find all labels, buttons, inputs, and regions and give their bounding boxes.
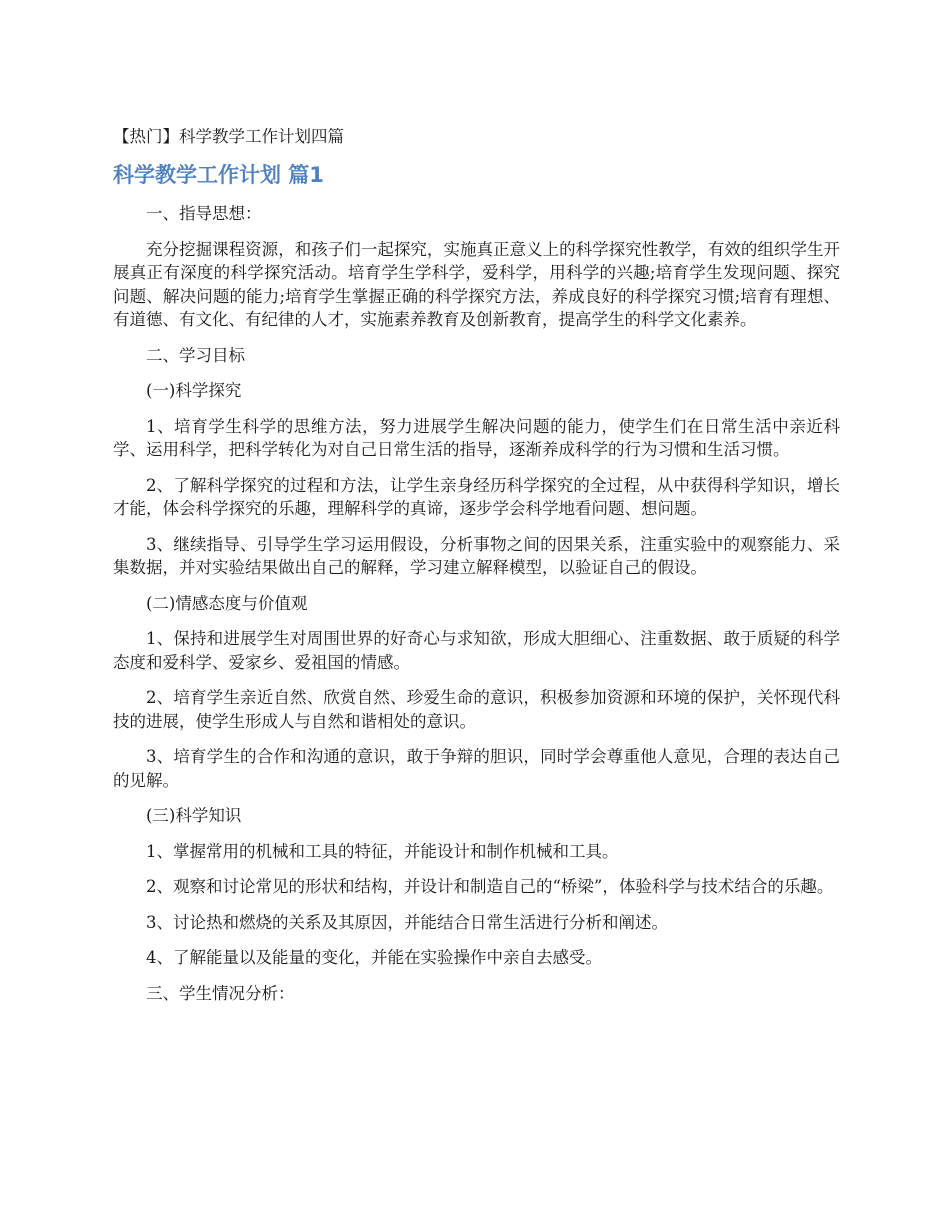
- paragraph-inquiry-item-2: 2、了解科学探究的过程和方法，让学生亲身经历科学探究的全过程，从中获得科学知识，增长才能，体会科学探究的乐趣，理解科学的真谛，逐步学会科学地看问题、想问题。: [113, 475, 840, 518]
- paragraph-student-analysis-heading: 三、学生情况分析：: [146, 983, 295, 1003]
- paragraph-knowledge-item-4: 4、了解能量以及能量的变化，并能在实验操作中亲自去感受。: [146, 948, 602, 967]
- paragraph-attitudes-item-2: 2、培育学生亲近自然、欣赏自然、珍爱生命的意识，积极参加资源和环境的保护，关怀现代科技的进展，使学生形成人与自然和谐相处的意识。: [113, 688, 840, 731]
- paragraph-attitudes-item-3: 3、培育学生的合作和沟通的意识，敢于争辩的胆识，同时学会尊重他人意见，合理的表达自己的见解。: [113, 747, 840, 790]
- paragraph-attitudes-heading: (二)情感态度与价值观: [146, 593, 308, 613]
- paragraph-knowledge-item-1: 1、掌握常用的机械和工具的特征，并能设计和制作机械和工具。: [146, 841, 619, 861]
- paragraph-guiding-ideology: 充分挖掘课程资源，和孩子们一起探究，实施真正意义上的科学探究性教学，有效的组织学生开展真正有深度的科学探究活动。培育学生学科学，爱科学，用科学的兴趣;培育学生发现问题、探究问题、解决问题的能力;培育学生掌握正确的科学探究方法，养成良好的科学探究习惯;培育有理想、有道德、有文化、有纪律的人才，实施素养教育及创新教育，提高学生的科学文化素养。: [113, 239, 840, 329]
- paragraph-inquiry-item-3: 3、继续指导、引导学生学习运用假设，分析事物之间的因果关系，注重实验中的观察能力、采集数据，并对实验结果做出自己的解释，学习建立解释模型，以验证自己的假设。: [113, 534, 840, 577]
- document-title: 【热门】科学教学工作计划四篇: [113, 127, 344, 146]
- paragraph-learning-goals-heading: 二、学习目标: [146, 345, 245, 365]
- paragraph-attitudes-item-1: 1、保持和进展学生对周围世界的好奇心与求知欲，形成大胆细心、注重数据、敢于质疑的科学态度和爱科学、爱家乡、爱祖国的情感。: [113, 629, 840, 672]
- paragraph-knowledge-heading: (三)科学知识: [146, 806, 242, 825]
- paragraph-knowledge-item-3: 3、讨论热和燃烧的关系及其原因，并能结合日常生活进行分析和阐述。: [146, 912, 668, 932]
- paragraph-inquiry-item-1: 1、培育学生科学的思维方法，努力进展学生解决问题的能力，使学生们在日常生活中亲近科学、运用科学，把科学转化为对自己日常生活的指导，逐渐养成科学的行为习惯和生活习惯。: [113, 416, 840, 459]
- paragraph-guiding-ideology-heading: 一、指导思想：: [146, 204, 262, 223]
- document-body: [113, 124, 840, 1017]
- paragraph-knowledge-item-2: 2、观察和讨论常见的形状和结构，并设计和制造自己的“桥梁”，体验科学与技术结合的乐趣。: [146, 877, 834, 896]
- section-heading: 科学教学工作计划 篇1: [113, 163, 324, 187]
- paragraph-science-inquiry-heading: (一)科学探究: [146, 381, 242, 400]
